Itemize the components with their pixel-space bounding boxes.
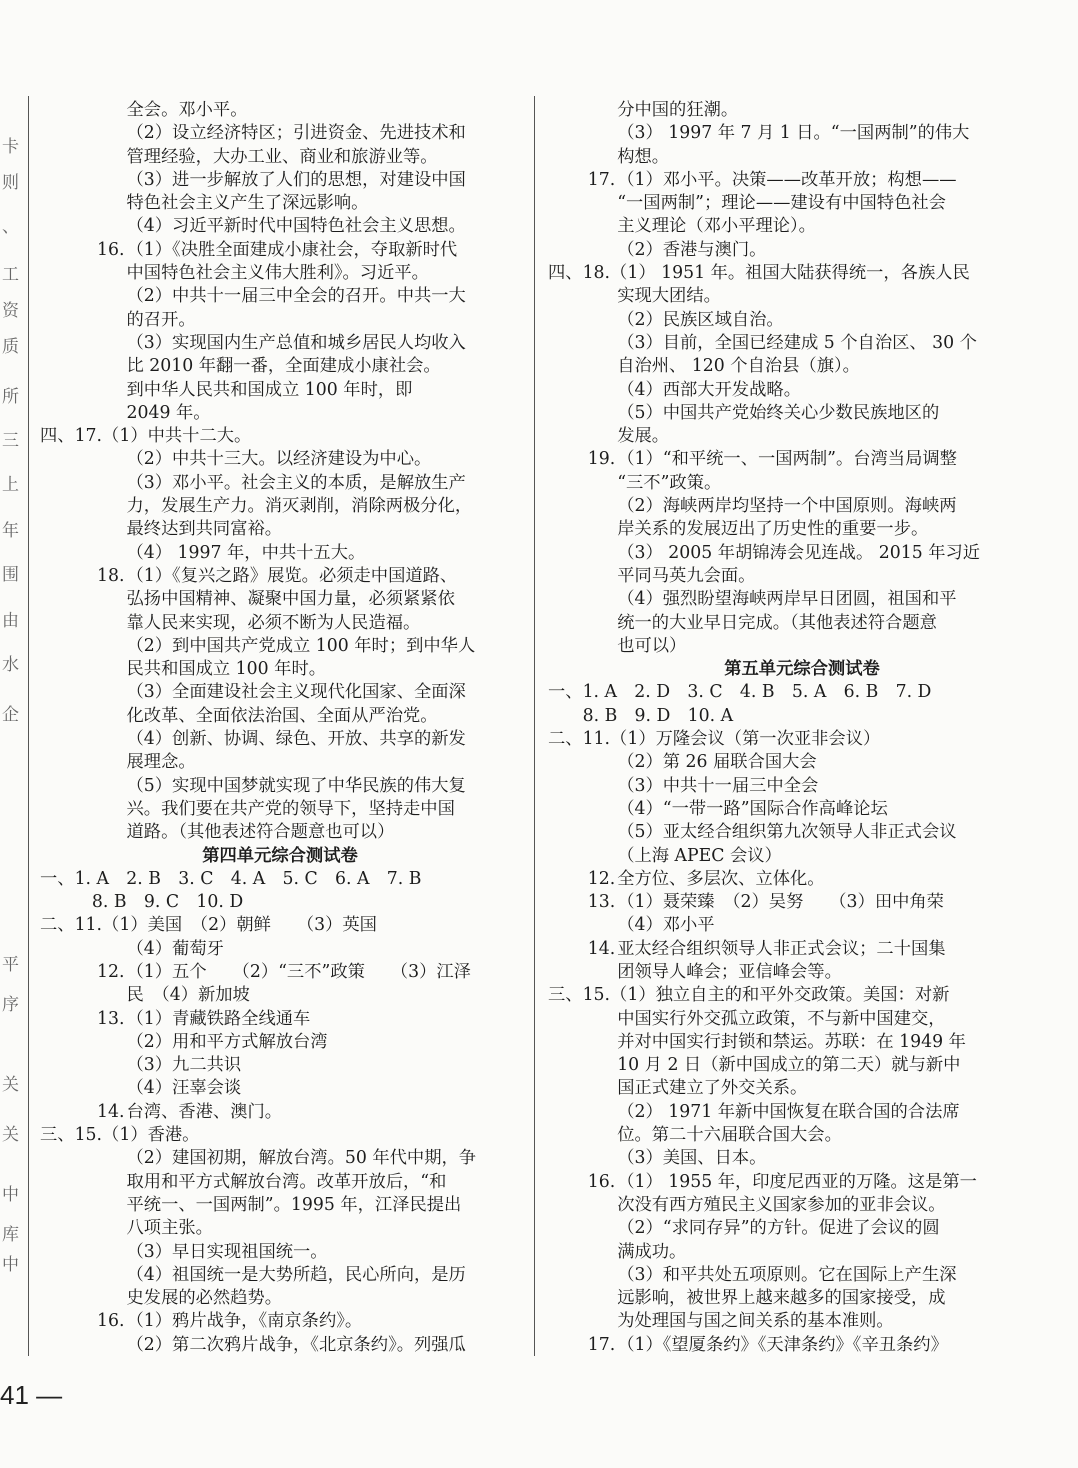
answer-line bbox=[40, 961, 520, 984]
answer-line bbox=[40, 518, 520, 541]
answer-text: （4）邓小平 bbox=[617, 915, 715, 936]
answer-line bbox=[40, 565, 520, 588]
question-number: 16. bbox=[97, 239, 125, 260]
answer-line bbox=[548, 588, 1056, 611]
edge-glyph: 中 bbox=[2, 1185, 19, 1205]
edge-glyph: 平 bbox=[2, 955, 19, 975]
answer-line bbox=[548, 868, 1056, 891]
answer-line bbox=[40, 239, 520, 262]
answer-line bbox=[548, 565, 1056, 588]
answer-text: 特色社会主义产生了深远影响。 bbox=[126, 193, 369, 214]
answer-line bbox=[40, 1264, 520, 1287]
answer-text: 10 月 2 日（新中国成立的第二天）就与新中 bbox=[617, 1055, 961, 1076]
answer-line bbox=[548, 1194, 1056, 1217]
answer-line bbox=[548, 1334, 1056, 1357]
answer-text: （4）西部大开发战略。 bbox=[617, 379, 801, 400]
answer-text: （1） 1955 年，印度尼西亚的万隆。这是第一 bbox=[617, 1171, 977, 1192]
answer-text: 远影响，被世界上越来越多的国家接受，成 bbox=[617, 1288, 946, 1309]
answer-line bbox=[548, 612, 1056, 635]
answer-text: 展理念。 bbox=[126, 752, 196, 773]
answer-line bbox=[40, 821, 520, 844]
answer-line bbox=[548, 775, 1056, 798]
answer-line bbox=[548, 681, 1056, 704]
answer-line bbox=[548, 1124, 1056, 1147]
edge-glyph: 则 bbox=[2, 173, 19, 193]
answer-text: 位。第二十六届联合国大会。 bbox=[617, 1125, 842, 1146]
answer-text: （1）邓小平。决策——改革开放；构想—— bbox=[617, 169, 957, 190]
answer-line bbox=[40, 215, 520, 238]
answer-line bbox=[40, 1101, 520, 1124]
answer-text: （1）“和平统一、一国两制”。台湾当局调整 bbox=[617, 449, 957, 470]
answer-text: 中国实行外交孤立政策，不与新中国建交， bbox=[617, 1008, 946, 1029]
edge-glyph: 工 bbox=[2, 265, 19, 285]
answer-text: 国正式建立了外交关系。 bbox=[617, 1078, 808, 1099]
answer-line bbox=[40, 798, 520, 821]
answer-text: 发展。 bbox=[617, 426, 670, 447]
answer-line bbox=[40, 379, 520, 402]
edge-glyph: 、 bbox=[2, 217, 19, 237]
edge-glyph: 中 bbox=[2, 1255, 19, 1275]
answer-line bbox=[548, 914, 1056, 937]
answer-line bbox=[40, 1171, 520, 1194]
answer-text: （2）中共十三大。以经济建设为中心。 bbox=[126, 449, 432, 470]
answer-text: （3）中共十一届三中全会 bbox=[617, 775, 819, 796]
answer-text: （4）祖国统一是大势所趋，民心所向，是历 bbox=[126, 1264, 466, 1285]
edge-glyph: 三 bbox=[2, 431, 19, 451]
answer-text: （2）建国初期，解放台湾。50 年代中期，争 bbox=[126, 1148, 477, 1169]
answer-line bbox=[548, 728, 1056, 751]
edge-glyph: 质 bbox=[2, 337, 19, 357]
answer-line bbox=[40, 775, 520, 798]
answer-line bbox=[548, 705, 1056, 728]
answer-line bbox=[40, 1334, 520, 1357]
answer-text: 力，发展生产力。消灭剥削，消除两极分化， bbox=[126, 496, 473, 517]
answer-line bbox=[548, 448, 1056, 471]
answer-text: （3）邓小平。社会主义的本质，是解放生产 bbox=[126, 472, 466, 493]
answer-text: 满成功。 bbox=[617, 1241, 687, 1262]
answer-line bbox=[548, 938, 1056, 961]
answer-line bbox=[548, 1077, 1056, 1100]
answer-line bbox=[548, 1171, 1056, 1194]
answer-line bbox=[548, 122, 1056, 145]
answer-line bbox=[548, 518, 1056, 541]
answer-text: （2）设立经济特区；引进资金、先进技术和 bbox=[126, 123, 466, 144]
answer-text: （3）全面建设社会主义现代化国家、全面深 bbox=[126, 682, 466, 703]
answer-text: （4）创新、协调、绿色、开放、共享的新发 bbox=[126, 729, 466, 750]
answer-text: 中国特色社会主义伟大胜利》。习近平。 bbox=[126, 263, 429, 284]
question-number: 13. bbox=[97, 1008, 125, 1029]
answer-text: （1）《望厦条约》《天津条约》《辛丑条约》 bbox=[617, 1334, 948, 1355]
answer-text: 比 2010 年翻一番，全面建成小康社会。 bbox=[126, 356, 441, 377]
answer-line bbox=[548, 1264, 1056, 1287]
answer-text: （3） 2005 年胡锦涛会见连战。 2015 年习近 bbox=[617, 542, 981, 563]
answer-text: （4）汪辜会谈 bbox=[126, 1078, 242, 1099]
answer-line bbox=[548, 1217, 1056, 1240]
answer-line bbox=[40, 122, 520, 145]
answer-line bbox=[40, 705, 520, 728]
answer-line bbox=[40, 984, 520, 1007]
answer-text: 弘扬中国精神、凝聚中国力量，必须紧紧依 bbox=[126, 589, 455, 610]
edge-glyph: 关 bbox=[2, 1075, 19, 1095]
answer-text: 平统一、一国两制”。1995 年，江泽民提出 bbox=[126, 1194, 462, 1215]
answer-line bbox=[548, 1054, 1056, 1077]
answer-line bbox=[40, 309, 520, 332]
answer-text: 8. B 9. C 10. D bbox=[91, 892, 244, 913]
answer-text: 三、15.（1）独立自主的和平外交政策。美国：对新 bbox=[548, 985, 950, 1006]
answer-line bbox=[40, 914, 520, 937]
answer-line bbox=[40, 542, 520, 565]
answer-text: （2）到中国共产党成立 100 年时；到中华人 bbox=[126, 635, 476, 656]
left-column-rule bbox=[28, 96, 29, 1356]
answer-line bbox=[40, 448, 520, 471]
answer-text: 全会。邓小平。 bbox=[126, 100, 248, 120]
answer-text: 化改革、全面依法治国、全面从严治党。 bbox=[126, 705, 438, 726]
question-number: 16. bbox=[587, 1171, 616, 1192]
answer-line bbox=[548, 285, 1056, 308]
answer-text: （2）中共十一届三中全会的召开。中共一大 bbox=[126, 286, 466, 307]
answer-line bbox=[548, 146, 1056, 169]
answer-line bbox=[40, 681, 520, 704]
answer-text: 主义理论（邓小平理论）。 bbox=[617, 216, 816, 237]
answer-line bbox=[40, 425, 520, 448]
answer-line bbox=[40, 938, 520, 961]
answer-text: “一国两制”；理论——建设有中国特色社会 bbox=[617, 193, 946, 214]
answer-line bbox=[548, 1147, 1056, 1170]
answer-text: （1）五个 （2）“三不”政策 （3）江泽 bbox=[126, 961, 471, 982]
answer-text: 的召开。 bbox=[126, 309, 196, 330]
answer-line bbox=[548, 379, 1056, 402]
edge-glyph: 由 bbox=[2, 611, 19, 631]
answer-text: 道路。（其他表述符合题意也可以） bbox=[126, 822, 395, 843]
section-heading bbox=[548, 658, 1056, 681]
answer-text: 到中华人民共和国成立 100 年时，即 bbox=[126, 379, 413, 400]
answer-text: 实现大团结。 bbox=[617, 286, 721, 307]
answer-line bbox=[40, 728, 520, 751]
question-number: 17. bbox=[587, 169, 616, 190]
answer-line bbox=[548, 332, 1056, 355]
answer-text: 团领导人峰会；亚信峰会等。 bbox=[617, 961, 842, 982]
center-column-rule bbox=[534, 96, 535, 1356]
answer-line bbox=[40, 1031, 520, 1054]
answer-line bbox=[40, 285, 520, 308]
page-number: 41 — bbox=[0, 1380, 63, 1410]
answer-text: 民 （4）新加坡 bbox=[126, 985, 250, 1006]
answer-text: 全方位、多层次、立体化。 bbox=[617, 868, 825, 889]
answer-text: （3）九二共识 bbox=[126, 1055, 242, 1076]
answer-line bbox=[548, 425, 1056, 448]
answer-line bbox=[40, 262, 520, 285]
answer-line bbox=[40, 751, 520, 774]
answer-text: （4）“一带一路”国际合作高峰论坛 bbox=[617, 798, 888, 819]
answer-line bbox=[40, 146, 520, 169]
answer-text: 岸关系的发展迈出了历史性的重要一步。 bbox=[617, 519, 929, 540]
answer-text: 二、11.（1）美国 （2）朝鲜 （3）英国 bbox=[40, 915, 377, 936]
answer-text: 民共和国成立 100 年时。 bbox=[126, 659, 327, 680]
answer-text: （2）海峡两岸均坚持一个中国原则。海峡两 bbox=[617, 496, 957, 517]
answer-text: 一、1. A 2. B 3. C 4. A 5. C 6. A 7. B bbox=[40, 868, 422, 889]
answer-line bbox=[548, 751, 1056, 774]
answer-line bbox=[548, 891, 1056, 914]
answer-line bbox=[40, 495, 520, 518]
answer-text: （3）进一步解放了人们的思想，对建设中国 bbox=[126, 169, 466, 190]
answer-line bbox=[548, 215, 1056, 238]
edge-glyph: 企 bbox=[2, 705, 19, 725]
answer-text: 八项主张。 bbox=[126, 1218, 213, 1239]
answer-text: 分中国的狂潮。 bbox=[617, 100, 739, 120]
answer-line bbox=[40, 658, 520, 681]
answer-text: 第四单元综合测试卷 bbox=[202, 845, 358, 866]
answer-text: 构想。 bbox=[617, 146, 670, 167]
answer-text: （2）第 26 届联合国大会 bbox=[617, 752, 817, 773]
answer-line bbox=[548, 402, 1056, 425]
answer-line bbox=[40, 1217, 520, 1240]
question-number: 19. bbox=[587, 449, 616, 470]
answer-text: 平同马英九会面。 bbox=[617, 565, 756, 586]
answer-text: 史发展的必然趋势。 bbox=[126, 1288, 283, 1309]
answer-line bbox=[548, 355, 1056, 378]
answer-text: （4）葡萄牙 bbox=[126, 938, 224, 959]
answer-line bbox=[40, 635, 520, 658]
answer-line bbox=[548, 1101, 1056, 1124]
answer-text: （2）用和平方式解放台湾 bbox=[126, 1031, 328, 1052]
answer-text: （3）实现国内生产总值和城乡居民人均收入 bbox=[126, 332, 466, 353]
answer-line bbox=[40, 891, 520, 914]
edge-glyph: 所 bbox=[2, 387, 19, 407]
answer-text: 亚太经合组织领导人非正式会议；二十国集 bbox=[617, 938, 946, 959]
answer-line bbox=[40, 1077, 520, 1100]
answer-line bbox=[548, 1008, 1056, 1031]
answer-line bbox=[548, 542, 1056, 565]
answer-line bbox=[40, 355, 520, 378]
answer-line bbox=[548, 169, 1056, 192]
answer-line bbox=[548, 845, 1056, 868]
answer-text: （5）中国共产党始终关心少数民族地区的 bbox=[617, 402, 940, 423]
answer-text: （4） 1997 年，中共十五大。 bbox=[126, 542, 366, 563]
answer-line bbox=[40, 588, 520, 611]
answer-line bbox=[548, 262, 1056, 285]
answer-text: 8. B 9. D 10. A bbox=[582, 705, 734, 726]
answer-line bbox=[548, 1310, 1056, 1333]
answer-line bbox=[548, 635, 1056, 658]
answer-line bbox=[40, 1147, 520, 1170]
answer-line bbox=[40, 332, 520, 355]
answer-text: （2） 1971 年新中国恢复在联合国的合法席 bbox=[617, 1101, 960, 1122]
answer-text: 统一的大业早日完成。（其他表述符合题意 bbox=[617, 612, 937, 633]
question-number: 14. bbox=[587, 938, 616, 959]
answer-text: （1）鸦片战争，《南京条约》。 bbox=[126, 1311, 363, 1332]
answer-line bbox=[40, 1124, 520, 1147]
answer-line bbox=[548, 192, 1056, 215]
answer-line bbox=[548, 984, 1056, 1007]
answer-text: （上海 APEC 会议） bbox=[617, 845, 782, 866]
answer-text: （1）《决胜全面建成小康社会，夺取新时代 bbox=[126, 239, 458, 260]
answer-line bbox=[548, 495, 1056, 518]
answer-line bbox=[548, 99, 1056, 122]
answer-text: 自治州、 120 个自治县（旗）。 bbox=[617, 356, 860, 377]
answer-line bbox=[40, 1194, 520, 1217]
answer-line bbox=[40, 868, 520, 891]
answer-line bbox=[40, 472, 520, 495]
answer-text: “三不”政策。 bbox=[617, 472, 722, 493]
answer-text: （1）《复兴之路》展览。必须走中国道路、 bbox=[126, 565, 458, 586]
question-number: 12. bbox=[97, 961, 125, 982]
answer-line bbox=[40, 169, 520, 192]
answer-line bbox=[548, 1241, 1056, 1264]
answer-text: （3）和平共处五项原则。它在国际上产生深 bbox=[617, 1264, 957, 1285]
answer-text: 取用和平方式解放台湾。改革开放后，“和 bbox=[126, 1171, 447, 1192]
answer-text: 2049 年。 bbox=[126, 402, 211, 423]
answer-text: （2）第二次鸦片战争，《北京条约》。列强瓜 bbox=[126, 1334, 466, 1355]
question-number: 16. bbox=[97, 1311, 125, 1332]
answer-line bbox=[40, 402, 520, 425]
answer-text: 二、11.（1）万隆会议（第一次亚非会议） bbox=[548, 729, 881, 750]
answer-text: （2）香港与澳门。 bbox=[617, 239, 767, 260]
answer-text: 并对中国实行封锁和禁运。苏联：在 1949 年 bbox=[617, 1031, 966, 1052]
edge-glyph: 库 bbox=[2, 1225, 19, 1245]
answer-text: 最终达到共同富裕。 bbox=[126, 519, 283, 540]
answer-text: （3）目前，全国已经建成 5 个自治区、 30 个 bbox=[617, 332, 977, 353]
answer-line bbox=[40, 612, 520, 635]
answer-text: （1）青藏铁路全线通车 bbox=[126, 1008, 311, 1029]
question-number: 17. bbox=[587, 1334, 616, 1355]
answer-line bbox=[548, 472, 1056, 495]
answer-line bbox=[40, 1310, 520, 1333]
answer-text: 靠人民来实现，必须不断为人民造福。 bbox=[126, 612, 421, 633]
edge-glyph: 卡 bbox=[2, 137, 19, 157]
answer-text: （5）亚太经合组织第九次领导人非正式会议 bbox=[617, 822, 957, 843]
answer-text: （3） 1997 年 7 月 1 日。“一国两制”的伟大 bbox=[617, 123, 970, 144]
answer-text: 一、1. A 2. D 3. C 4. B 5. A 6. B 7. D bbox=[548, 682, 932, 703]
question-number: 14. bbox=[97, 1101, 125, 1122]
right-answer-column bbox=[548, 99, 1056, 1357]
left-answer-column bbox=[40, 99, 520, 1357]
answer-text: （4）习近平新时代中国特色社会主义思想。 bbox=[126, 216, 466, 237]
answer-text: 四、17.（1）中共十二大。 bbox=[40, 426, 252, 447]
answer-line bbox=[40, 99, 520, 122]
edge-glyph: 年 bbox=[2, 521, 19, 541]
answer-text: 台湾、香港、澳门。 bbox=[126, 1101, 283, 1122]
answer-line bbox=[548, 961, 1056, 984]
edge-glyph: 上 bbox=[2, 475, 19, 495]
answer-line bbox=[548, 1031, 1056, 1054]
answer-text: （3）早日实现祖国统一。 bbox=[126, 1241, 328, 1262]
edge-glyph: 水 bbox=[2, 655, 19, 675]
edge-glyph: 资 bbox=[2, 301, 19, 321]
edge-glyph: 围 bbox=[2, 565, 19, 585]
answer-line bbox=[40, 1008, 520, 1031]
answer-line bbox=[40, 1054, 520, 1077]
question-number: 18. bbox=[97, 565, 125, 586]
answer-line bbox=[40, 192, 520, 215]
answer-text: （2）民族区域自治。 bbox=[617, 309, 784, 330]
answer-text: 也可以） bbox=[617, 635, 687, 656]
answer-line bbox=[548, 821, 1056, 844]
answer-line bbox=[548, 239, 1056, 262]
answer-text: 兴。我们要在共产党的领导下，坚持走中国 bbox=[126, 798, 455, 819]
answer-text: （2）“求同存异”的方针。促进了会议的圆 bbox=[617, 1218, 940, 1239]
question-number: 13. bbox=[587, 892, 616, 913]
answer-text: 为处理国与国之间关系的基本准则。 bbox=[617, 1311, 894, 1332]
answer-text: （3）美国、日本。 bbox=[617, 1148, 767, 1169]
section-heading bbox=[40, 845, 520, 868]
answer-text: 四、18.（1） 1951 年。祖国大陆获得统一，各族人民 bbox=[548, 263, 970, 284]
answer-line bbox=[40, 1287, 520, 1310]
edge-glyph: 关 bbox=[2, 1125, 19, 1145]
question-number: 12. bbox=[587, 868, 616, 889]
answer-line bbox=[548, 1287, 1056, 1310]
answer-line bbox=[548, 309, 1056, 332]
answer-line bbox=[548, 798, 1056, 821]
answer-text: （4）强烈盼望海峡两岸早日团圆，祖国和平 bbox=[617, 589, 957, 610]
answer-text: 次没有西方殖民主义国家参加的亚非会议。 bbox=[617, 1194, 946, 1215]
edge-glyph: 序 bbox=[2, 995, 19, 1015]
answer-text: 管理经验，大办工业、商业和旅游业等。 bbox=[126, 146, 438, 167]
answer-text: （5）实现中国梦就实现了中华民族的伟大复 bbox=[126, 775, 466, 796]
answer-text: 三、15.（1）香港。 bbox=[40, 1125, 200, 1146]
answer-text: 第五单元综合测试卷 bbox=[724, 659, 880, 680]
answer-text: （1）聂荣臻 （2）吴努 （3）田中角荣 bbox=[617, 892, 944, 913]
answer-line bbox=[40, 1241, 520, 1264]
